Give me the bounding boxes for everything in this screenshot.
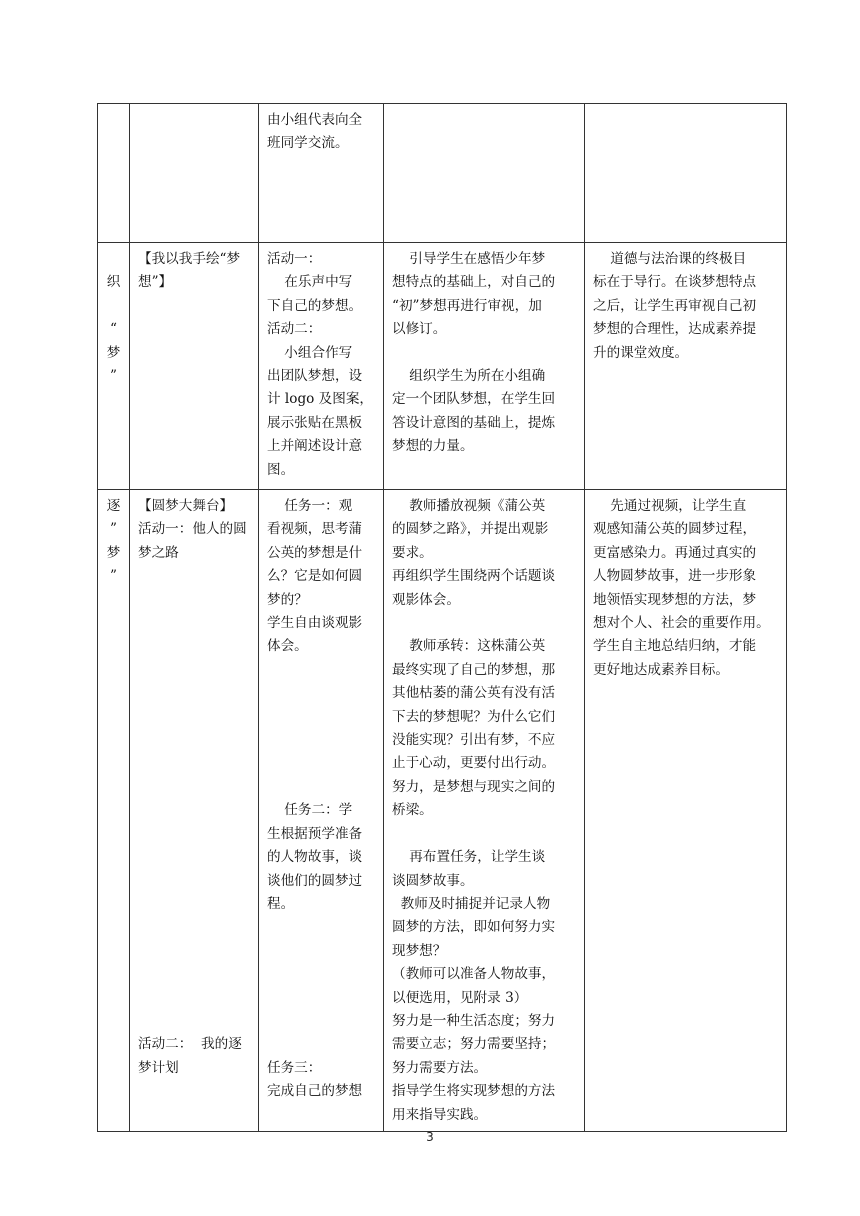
cell-line: 想”】 <box>138 274 173 291</box>
cell-line <box>138 706 250 729</box>
cell-line <box>267 776 375 799</box>
cell-line: 梦计划 <box>138 1059 179 1076</box>
cell-line <box>392 342 576 365</box>
cell-line: 【圆梦大舞台】 <box>138 498 234 514</box>
cell-line: 努力是一种生活态度；努力 <box>392 1012 556 1029</box>
cell-line: 下自己的梦想。 <box>267 297 363 314</box>
cell-line: 活动二： <box>267 321 322 338</box>
cell-line: 任务二：学 <box>267 802 353 819</box>
cell-line <box>138 752 250 775</box>
cell-line <box>138 893 250 916</box>
cell-line: 指导学生将实现梦想的方法 <box>392 1083 556 1100</box>
cell-line: 完成自己的梦想 <box>267 1083 363 1100</box>
cell-line <box>267 963 375 986</box>
cell-line: 地领悟实现梦想的方法，梦 <box>593 591 757 608</box>
cell-line: 再布置任务，让学生谈 <box>392 849 546 866</box>
student-activity-cell <box>259 490 384 1132</box>
cell-line: 学生自由谈观影 <box>267 615 363 632</box>
page-number: 3 <box>426 1130 434 1144</box>
cell-line: 答设计意图的基础上，提炼 <box>392 414 556 431</box>
cell-line <box>138 940 250 963</box>
cell-line: 想特点的基础上，对自己的 <box>392 274 556 291</box>
cell-line: 上并阐述设计意 <box>267 438 363 455</box>
cell-line: “ <box>110 321 117 338</box>
stage-cell <box>98 490 130 1132</box>
cell-line: 观影体会。 <box>392 591 460 608</box>
cell-line: 想对个人、社会的重要作用。 <box>593 615 770 632</box>
cell-line <box>138 823 250 846</box>
cell-line: 之后，让学生再审视自己初 <box>593 297 757 314</box>
cell-line: 教师播放视频《蒲公英 <box>392 498 546 514</box>
cell-line: 以修订。 <box>392 321 447 338</box>
cell-line <box>392 612 576 635</box>
cell-line: 生根据预学准备 <box>267 825 363 842</box>
cell-line: 定一个团队梦想，在学生回 <box>392 391 556 408</box>
cell-line: 最终实现了自己的梦想，那 <box>392 661 556 678</box>
activity-cell <box>130 490 259 1132</box>
cell-line: 引导学生在感悟少年梦 <box>392 251 546 267</box>
cell-line: 教师承转：这株蒲公英 <box>392 638 546 655</box>
cell-line: 更富感染力。再通过真实的 <box>593 544 757 561</box>
cell-line: 努力需要方法。 <box>392 1059 488 1076</box>
cell-line: 活动一：他人的圆 <box>138 521 247 538</box>
cell-line: 圆梦的方法，即如何努力实 <box>392 919 556 936</box>
cell-line: 标在于导行。在谈梦想特点 <box>593 274 757 291</box>
cell-line <box>106 295 121 318</box>
cell-line: 更好地达成素养目标。 <box>593 661 729 678</box>
cell-line: 其他枯萎的蒲公英有没有活 <box>392 685 556 702</box>
cell-line <box>267 1033 375 1056</box>
teacher-activity-cell <box>384 104 585 243</box>
cell-line: 在乐声中写 <box>267 274 353 291</box>
cell-line: 活动一： <box>267 251 322 267</box>
cell-line: 计 logo 及图案， <box>267 391 374 408</box>
cell-line: 用来指导实践。 <box>392 1106 488 1123</box>
cell-line <box>138 612 250 635</box>
student-activity-cell <box>259 243 384 490</box>
cell-line <box>138 776 250 799</box>
cell-line <box>267 729 375 752</box>
cell-line: 下去的梦想呢？为什么它们 <box>392 708 556 725</box>
cell-line <box>392 823 576 846</box>
cell-line <box>267 916 375 939</box>
cell-line: 现梦想？ <box>392 942 447 959</box>
cell-line: 公英的梦想是什 <box>267 544 363 561</box>
cell-line <box>267 659 375 682</box>
cell-line: 再组织学生围绕两个话题谈 <box>392 568 556 585</box>
cell-line: 先通过视频，让学生直 <box>593 498 747 514</box>
cell-line: ” <box>110 568 117 585</box>
design-intent-cell <box>585 490 787 1132</box>
cell-line: 的圆梦之路》，并提出观影 <box>392 521 549 538</box>
cell-line: 要求。 <box>392 544 433 561</box>
cell-line: 努力，是梦想与现实之间的 <box>392 778 556 795</box>
cell-line <box>138 870 250 893</box>
cell-line <box>138 799 250 822</box>
cell-line <box>267 752 375 775</box>
cell-line: 止于心动，更要付出行动。 <box>392 755 556 772</box>
cell-line: 梦 <box>106 344 121 361</box>
cell-line <box>267 987 375 1010</box>
cell-line: 展示张贴在黑板 <box>267 414 363 431</box>
design-intent-cell <box>585 104 787 243</box>
activity-cell <box>130 243 259 490</box>
cell-line: 任务一：观 <box>267 498 353 514</box>
cell-line: （教师可以准备人物故事， <box>392 966 556 983</box>
cell-line <box>138 729 250 752</box>
cell-line <box>138 1010 250 1033</box>
cell-line <box>138 682 250 705</box>
cell-line: 观感知蒲公英的圆梦过程， <box>593 521 757 538</box>
cell-line: 道德与法治课的终极目 <box>593 251 747 267</box>
cell-line <box>106 248 121 271</box>
cell-line <box>267 682 375 705</box>
cell-line: 升的课堂效度。 <box>593 344 689 361</box>
cell-line <box>138 659 250 682</box>
cell-line: 梦的？ <box>267 591 308 608</box>
cell-line: 看视频，思考蒲 <box>267 521 363 538</box>
cell-line: 需要立志；努力需要坚持； <box>392 1036 556 1053</box>
cell-line: 任务三： <box>267 1059 322 1076</box>
cell-line: 的人物故事，谈 <box>267 849 363 866</box>
cell-line: 活动二： 我的逐 <box>138 1036 242 1053</box>
cell-line: 谈圆梦故事。 <box>392 872 474 889</box>
cell-line: 由小组代表向全 <box>267 112 363 128</box>
cell-line <box>138 987 250 1010</box>
cell-line: 程。 <box>267 895 295 912</box>
cell-line: 桥梁。 <box>392 802 433 819</box>
cell-line: 人物圆梦故事，进一步形象 <box>593 568 757 585</box>
cell-line: ” <box>110 368 117 385</box>
cell-line <box>267 940 375 963</box>
stage-cell <box>98 243 130 490</box>
cell-line <box>138 963 250 986</box>
cell-line: 【我以我手绘“梦 <box>138 251 241 267</box>
cell-line: 出团队梦想，设 <box>267 368 363 385</box>
student-activity-cell <box>259 104 384 243</box>
table-row <box>98 104 787 243</box>
cell-line: 么？它是如何圆 <box>267 568 363 585</box>
cell-line: 以便选用，见附录 3） <box>392 989 528 1006</box>
cell-line <box>138 846 250 869</box>
cell-line: 组织学生为所在小组确 <box>392 368 546 385</box>
teacher-activity-cell <box>384 490 585 1132</box>
cell-line: 没能实现？引出有梦，不应 <box>392 732 556 749</box>
activity-cell <box>130 104 259 243</box>
cell-line: 谈他们的圆梦过 <box>267 872 363 889</box>
teacher-activity-cell <box>384 243 585 490</box>
table-row <box>98 243 787 490</box>
cell-line: ” <box>110 521 117 538</box>
lesson-plan-table <box>97 103 787 1132</box>
cell-line: 梦之路 <box>138 544 179 561</box>
cell-line: 织 <box>106 274 121 291</box>
cell-line: 体会。 <box>267 638 308 655</box>
cell-line <box>138 565 250 588</box>
cell-line <box>138 635 250 658</box>
cell-line: 小组合作写 <box>267 344 353 361</box>
cell-line: 教师及时捕捉并记录人物 <box>392 895 551 912</box>
cell-line <box>138 916 250 939</box>
stage-cell <box>98 104 130 243</box>
cell-line: 梦想的合理性，达成素养提 <box>593 321 757 338</box>
cell-line: “初”梦想再进行审视，加 <box>392 297 542 314</box>
cell-line <box>267 1010 375 1033</box>
cell-line: 班同学交流。 <box>267 135 349 152</box>
table-row <box>98 490 787 1132</box>
cell-line: 梦 <box>106 544 121 561</box>
cell-line <box>267 706 375 729</box>
cell-line: 梦想的力量。 <box>392 438 474 455</box>
design-intent-cell <box>585 243 787 490</box>
cell-line: 逐 <box>106 498 121 514</box>
cell-line <box>138 589 250 612</box>
cell-line: 图。 <box>267 461 295 478</box>
cell-line: 学生自主地总结归纳，才能 <box>593 638 757 655</box>
